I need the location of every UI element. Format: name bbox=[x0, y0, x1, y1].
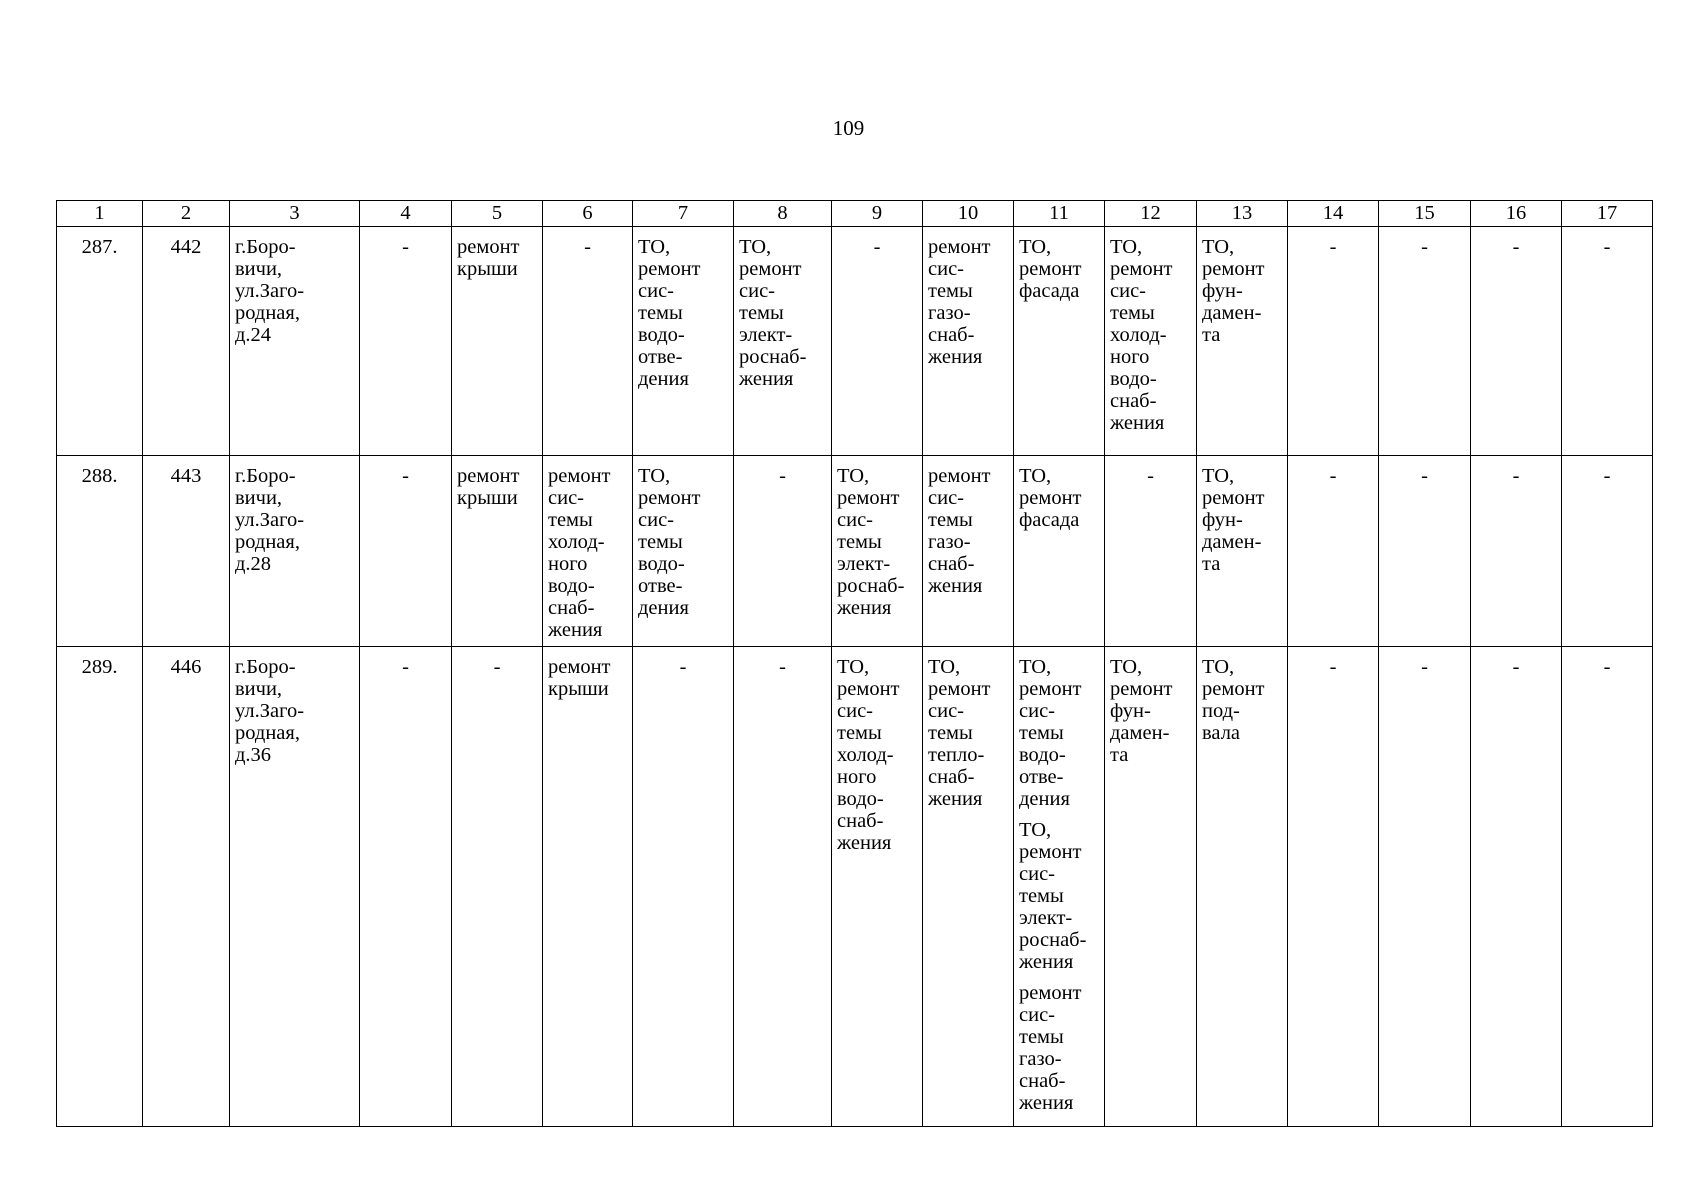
table-cell: - bbox=[734, 456, 832, 647]
column-header: 5 bbox=[452, 201, 543, 227]
column-header: 8 bbox=[734, 201, 832, 227]
work-item: ТО, ремонт сис- темы водо- отве- дения bbox=[1019, 656, 1082, 810]
column-header: 14 bbox=[1288, 201, 1379, 227]
table-cell: ТО, ремонт фун- дамен- та bbox=[1197, 456, 1288, 647]
column-header: 9 bbox=[832, 201, 923, 227]
table-cell: ТО, ремонт под- вала bbox=[1197, 647, 1288, 1127]
table-row bbox=[57, 456, 1653, 647]
table-cell: - bbox=[360, 647, 452, 1127]
table-cell: ТО, ремонт фун- дамен- та bbox=[1197, 227, 1288, 456]
table-cell: ТО, ремонт сис- темы тепло- снаб- жения bbox=[923, 647, 1014, 1127]
table-cell: ремонт сис- темы газо- снаб- жения bbox=[923, 456, 1014, 647]
table-row bbox=[57, 227, 1653, 456]
table-cell: - bbox=[1288, 456, 1379, 647]
table-cell: - bbox=[1562, 647, 1653, 1127]
table-cell: - bbox=[734, 647, 832, 1127]
table-cell: ТО, ремонт сис- темы холод- ного водо- снаб- жения bbox=[1105, 227, 1197, 456]
table-cell: - bbox=[1379, 647, 1471, 1127]
table-cell: - bbox=[360, 227, 452, 456]
table-cell: ремонт сис- темы газо- снаб- жения bbox=[923, 227, 1014, 456]
table-cell: ТО, ремонт сис- темы водо- отве- дения bbox=[633, 456, 734, 647]
table-cell: - bbox=[543, 227, 633, 456]
table-cell: - bbox=[1471, 227, 1562, 456]
work-item: ремонт сис- темы газо- снаб- жения bbox=[1019, 982, 1082, 1114]
table-cell: ремонт крыши bbox=[452, 456, 543, 647]
column-header: 7 bbox=[633, 201, 734, 227]
page-number: 109 bbox=[832, 116, 865, 140]
table-cell: ремонт крыши bbox=[543, 647, 633, 1127]
table-cell: ТО, ремонт сис- темы элект- роснаб- жения bbox=[734, 227, 832, 456]
table-cell: - bbox=[1562, 227, 1653, 456]
table-cell: - bbox=[1471, 456, 1562, 647]
column-header: 1 bbox=[57, 201, 143, 227]
row-number-cell: 287. bbox=[57, 227, 143, 456]
table-row bbox=[57, 647, 1653, 1127]
column-header: 13 bbox=[1197, 201, 1288, 227]
house-id-cell: 443 bbox=[143, 456, 230, 647]
column-header: 6 bbox=[543, 201, 633, 227]
table-cell: ремонт сис- темы холод- ного водо- снаб- жения bbox=[543, 456, 633, 647]
table-cell: ТО, ремонт сис- темы водо- отве- дения bbox=[633, 227, 734, 456]
table-cell: ТО, ремонт фун- дамен- та bbox=[1105, 647, 1197, 1127]
table-cell: - bbox=[452, 647, 543, 1127]
address-cell: г.Боро- вичи, ул.Заго- родная, д.24 bbox=[230, 227, 360, 456]
column-header: 3 bbox=[230, 201, 360, 227]
table-cell bbox=[1014, 647, 1105, 1127]
table-cell: ТО, ремонт сис- темы элект- роснаб- жения bbox=[832, 456, 923, 647]
column-header: 17 bbox=[1562, 201, 1653, 227]
address-cell: г.Боро- вичи, ул.Заго- родная, д.28 bbox=[230, 456, 360, 647]
table-cell: - bbox=[832, 227, 923, 456]
table-cell: ТО, ремонт фасада bbox=[1014, 227, 1105, 456]
column-header: 12 bbox=[1105, 201, 1197, 227]
table-cell: - bbox=[360, 456, 452, 647]
table-cell: - bbox=[633, 647, 734, 1127]
column-header: 2 bbox=[143, 201, 230, 227]
table-cell: - bbox=[1105, 456, 1197, 647]
table-cell: - bbox=[1562, 456, 1653, 647]
address-cell: г.Боро- вичи, ул.Заго- родная, д.36 bbox=[230, 647, 360, 1127]
column-header: 15 bbox=[1379, 201, 1471, 227]
table-cell: - bbox=[1379, 456, 1471, 647]
table-cell: - bbox=[1379, 227, 1471, 456]
house-id-cell: 442 bbox=[143, 227, 230, 456]
column-header: 4 bbox=[360, 201, 452, 227]
house-id-cell: 446 bbox=[143, 647, 230, 1127]
table-cell: - bbox=[1471, 647, 1562, 1127]
table-cell: ремонт крыши bbox=[452, 227, 543, 456]
table-cell: ТО, ремонт сис- темы холод- ного водо- снаб- жения bbox=[832, 647, 923, 1127]
row-number-cell: 288. bbox=[57, 456, 143, 647]
table-cell: - bbox=[1288, 647, 1379, 1127]
column-header: 11 bbox=[1014, 201, 1105, 227]
work-schedule-table bbox=[56, 200, 1653, 1127]
header-row bbox=[57, 201, 1653, 227]
table-cell: - bbox=[1288, 227, 1379, 456]
work-item: ТО, ремонт сис- темы элект- роснаб- жения bbox=[1019, 819, 1087, 973]
row-number-cell: 289. bbox=[57, 647, 143, 1127]
column-header: 10 bbox=[923, 201, 1014, 227]
column-header: 16 bbox=[1471, 201, 1562, 227]
table-cell: ТО, ремонт фасада bbox=[1014, 456, 1105, 647]
